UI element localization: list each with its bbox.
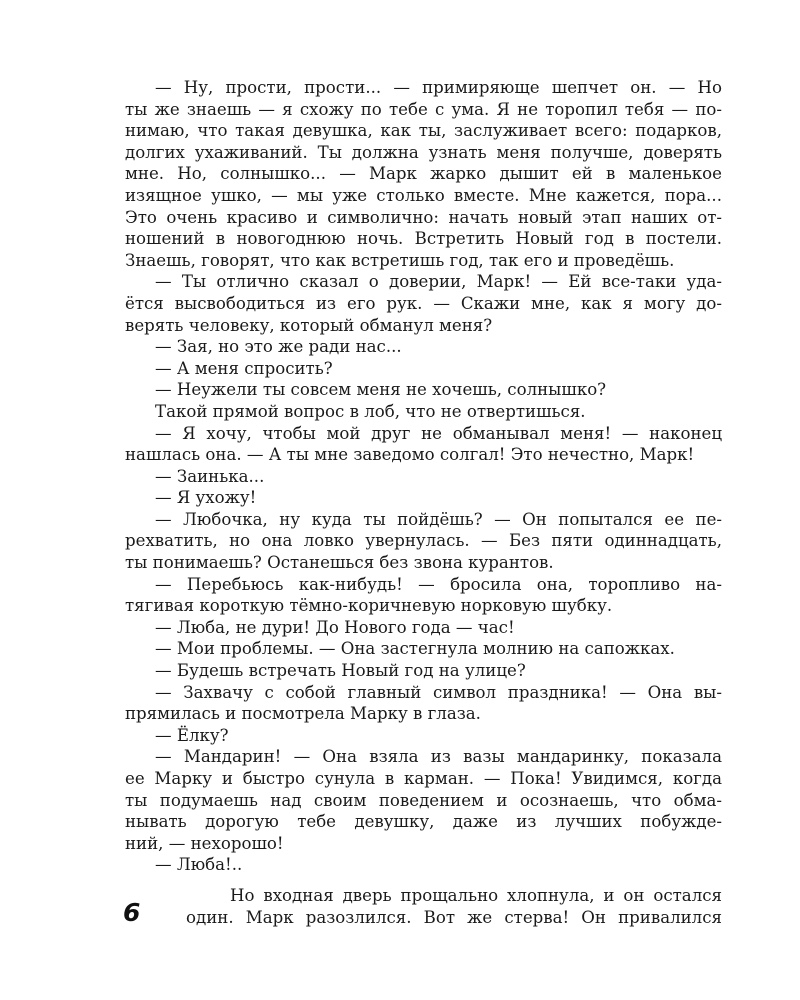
text-line: ётся высвободиться из его рук. — Скажи мне, как я могу до- [125,293,722,313]
text-line: — Зая, но это же ради нас... [155,337,402,357]
text-line: прямилась и посмотрела Марку в глаза. [125,704,481,724]
page-number: 6 [123,898,141,927]
text-line: — Ты отлично сказал о доверии, Марк! — Ей все-таки уда- [155,272,722,292]
text-line: — Мои проблемы. — Она застегнула молнию на сапожках. [155,639,675,659]
text-line: — Любочка, ну куда ты пойдёшь? — Он попытался ее пе- [155,509,722,529]
text-line: — Заинька... [155,466,265,486]
text-line: изящное ушко, — мы уже столько вместе. Мне кажется, пора... [125,185,722,205]
text-column [125,77,722,876]
text-line: нывать дорогую тебе девушку, даже из лучших побужде- [125,812,722,832]
text-line: Это очень красиво и символично: начать новый этап наших от- [125,207,722,227]
text-line: Но входная дверь прощально хлопнула, и он остался [230,886,722,905]
text-line: ношений в новогоднюю ночь. Встретить Новый год в постели. [125,229,722,249]
text-line: верять человеку, который обманул меня? [125,315,493,335]
text-line: нашлась она. — А ты мне заведомо солгал! Это нечестно, Марк! [125,445,695,465]
text-line: один. Марк разозлился. Вот же стерва! Он привалился [186,907,722,927]
text-line: ний, — нехорошо! [125,833,284,853]
text-line: — Перебьюсь как-нибудь! — бросила она, торопливо на- [155,574,722,594]
text-line: ты же знаешь — я схожу по тебе с ума. Я не торопил тебя — по- [125,99,722,119]
text-line: — Неужели ты совсем меня не хочешь, солнышко? [155,380,607,400]
text-line: — Мандарин! — Она взяла из вазы мандаринку, показала [155,747,722,767]
text-line: тягивая короткую тёмно-коричневую норковую шубку. [125,596,613,616]
text-line: Такой прямой вопрос в лоб, что не отвертишься. [155,401,586,421]
text-line: рехватить, но она ловко увернулась. — Без пяти одиннадцать, [125,531,722,551]
text-line: мне. Но, солнышко... — Марк жарко дышит ей в маленькое [125,164,722,184]
text-line: — Люба, не дури! До Нового года — час! [155,617,515,637]
text-line: долгих ухаживаний. Ты должна узнать меня получше, доверять [125,142,722,162]
text-line: — А меня спросить? [155,358,333,378]
text-line: — Будешь встречать Новый год на улице? [155,661,526,681]
text-line: — Я ухожу! [155,488,257,508]
text-line: — Я хочу, чтобы мой друг не обманывал меня! — наконец [155,423,722,443]
text-line: ты подумаешь над своим поведением и осознаешь, что обма- [125,790,722,810]
text-line: — Люба!.. [155,855,243,875]
text-line: — Ёлку? [155,725,229,745]
text-line: Знаешь, говорят, что как встретишь год, так его и проведёшь. [125,250,675,270]
text-line: ты понимаешь? Останешься без звона курантов. [125,553,554,573]
text-line: — Захвачу с собой главный символ праздника! — Она вы- [155,682,722,702]
text-line: нимаю, что такая девушка, как ты, заслуживает всего: подарков, [125,121,722,141]
text-line: — Ну, прости, прости... — примиряюще шепчет он. — Но [155,78,722,97]
text-line: ее Марку и быстро сунула в карман. — Пока! Увидимся, когда [125,769,722,788]
